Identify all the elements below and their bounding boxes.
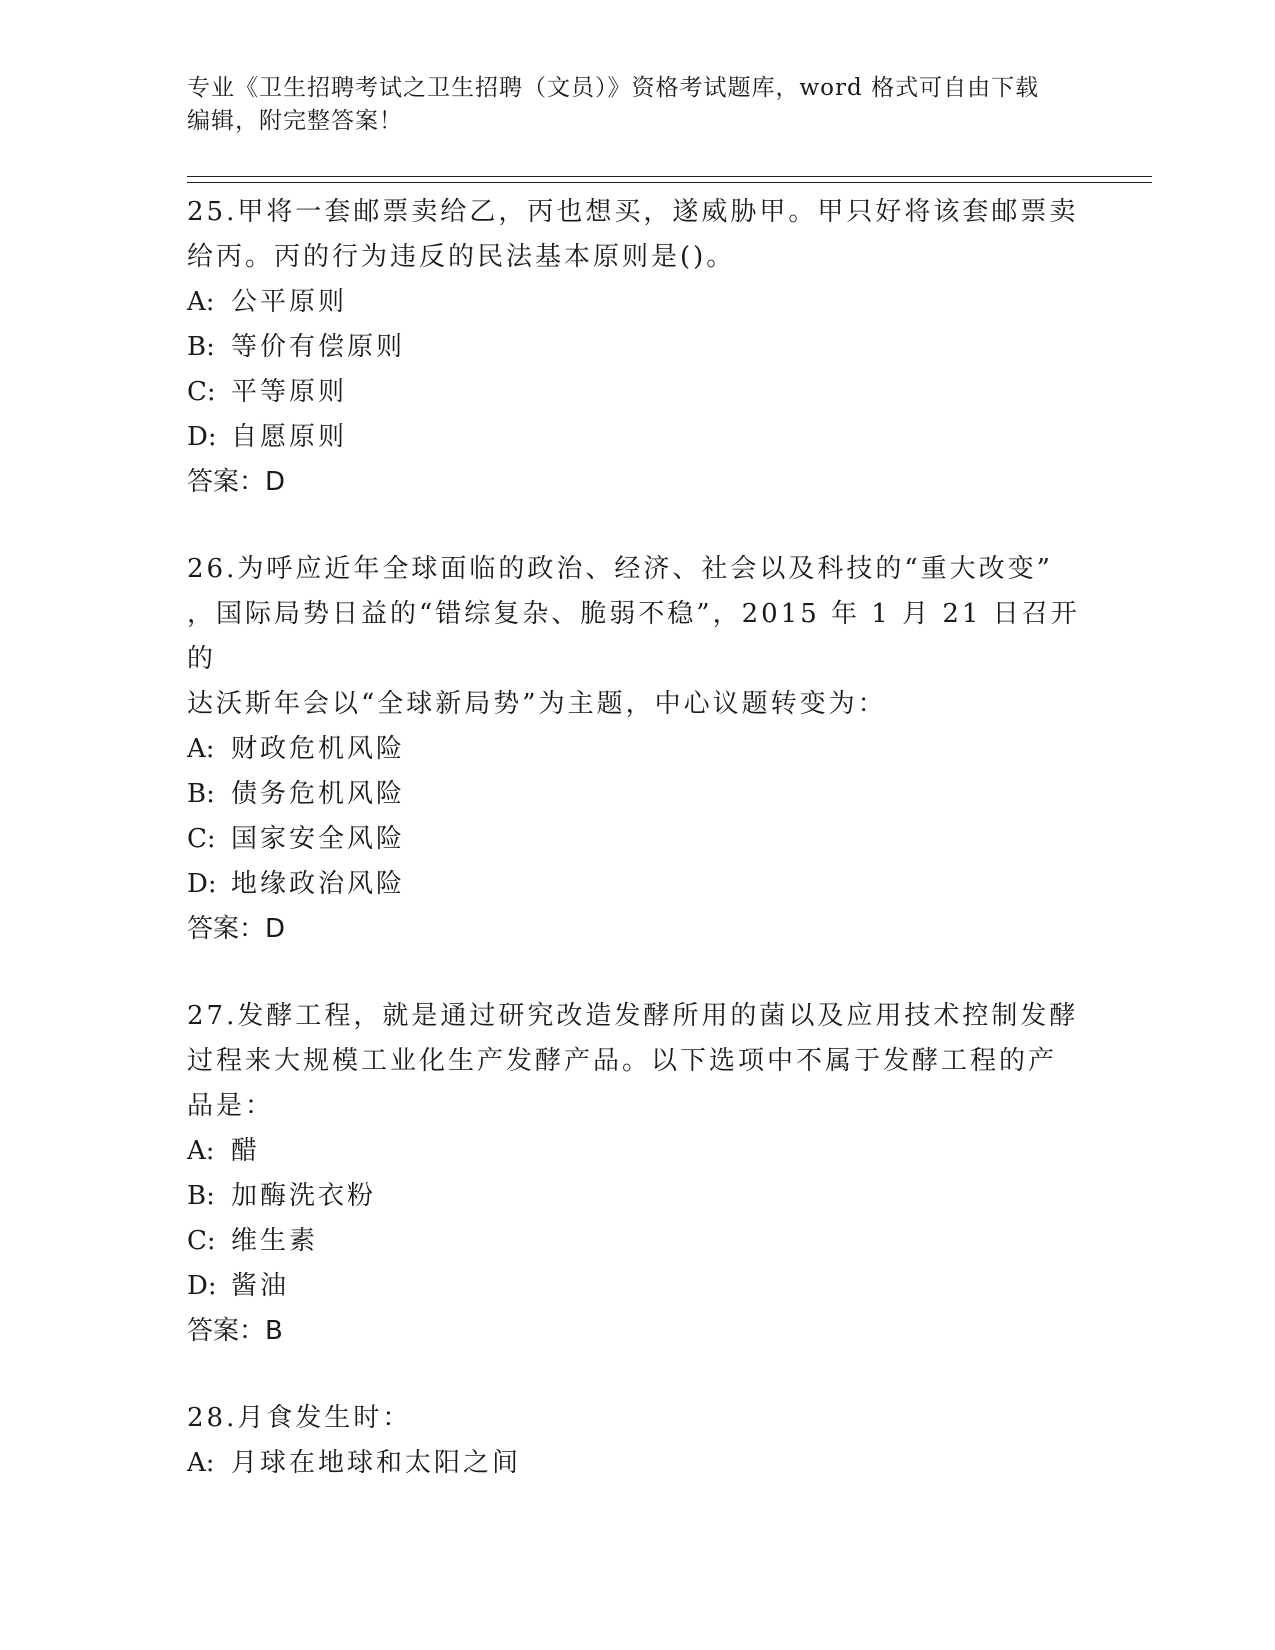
question-stem-line: 给丙。丙的行为违反的民法基本原则是()。: [187, 242, 736, 272]
option-b: [187, 1174, 1087, 1219]
question-27: [187, 994, 1087, 1354]
option-text: 自愿原则: [231, 422, 348, 452]
option-letter: A:: [187, 287, 215, 317]
header-divider-bottom: [187, 182, 1152, 183]
option-letter: C:: [187, 824, 216, 854]
option-letter: D:: [187, 869, 217, 899]
option-d: [187, 862, 1087, 907]
header-divider-top: [187, 176, 1152, 177]
question-stem-line: 27.发酵工程，就是通过研究改造发酵所用的菌以及应用技术控制发酵: [187, 1001, 1079, 1031]
option-letter: A:: [187, 1136, 215, 1166]
answer-line: 答案：D: [187, 914, 286, 944]
option-letter: B:: [187, 779, 215, 809]
option-letter: B:: [187, 332, 215, 362]
question-stem-line: ，国际局势日益的“错综复杂、脆弱不稳”，2015 年 1 月 21 日召开的: [187, 599, 1080, 674]
header-line: 编辑，附完整答案！: [187, 108, 403, 134]
option-c: [187, 370, 1087, 415]
option-a: [187, 1441, 1087, 1486]
option-text: 财政危机风险: [231, 734, 406, 764]
option-text: 维生素: [231, 1226, 319, 1256]
question-stem-line: 品是：: [187, 1091, 275, 1121]
option-a: [187, 280, 1087, 325]
option-letter: C:: [187, 377, 216, 407]
question-stem-line: 过程来大规模工业化生产发酵产品。以下选项中不属于发酵工程的产: [187, 1046, 1058, 1076]
option-a: [187, 727, 1087, 772]
option-text: 地缘政治风险: [231, 869, 406, 899]
question-stem-line: 28.月食发生时：: [187, 1403, 412, 1433]
option-letter: D:: [187, 422, 217, 452]
option-text: 等价有偿原则: [231, 332, 406, 362]
option-letter: C:: [187, 1226, 216, 1256]
option-text: 酱油: [231, 1271, 290, 1301]
option-text: 公平原则: [231, 287, 348, 317]
document-header: [187, 72, 1067, 138]
answer-line: 答案：D: [187, 467, 286, 497]
question-26: [187, 547, 1087, 952]
question-stem-line: 达沃斯年会以“全球新局势”为主题，中心议题转变为：: [187, 689, 887, 719]
header-line: 专业《卫生招聘考试之卫生招聘（文员）》资格考试题库，word 格式可自由下载: [187, 75, 1040, 101]
option-d: [187, 1264, 1087, 1309]
question-25: [187, 190, 1087, 505]
option-text: 债务危机风险: [231, 779, 406, 809]
option-b: [187, 325, 1087, 370]
answer-line: 答案：B: [187, 1316, 283, 1346]
question-stem-line: 26.为呼应近年全球面临的政治、经济、社会以及科技的“重大改变”: [187, 554, 1053, 584]
option-letter: B:: [187, 1181, 215, 1211]
option-b: [187, 772, 1087, 817]
option-letter: D:: [187, 1271, 217, 1301]
question-28: [187, 1396, 1087, 1486]
option-text: 月球在地球和太阳之间: [231, 1448, 522, 1478]
option-text: 国家安全风险: [231, 824, 406, 854]
option-a: [187, 1129, 1087, 1174]
question-list: [187, 190, 1087, 1528]
question-stem-line: 25.甲将一套邮票卖给乙，丙也想买，遂威胁甲。甲只好将该套邮票卖: [187, 197, 1079, 227]
option-text: 醋: [231, 1136, 261, 1166]
option-letter: A:: [187, 1448, 215, 1478]
option-d: [187, 415, 1087, 460]
option-c: [187, 1219, 1087, 1264]
option-text: 加酶洗衣粉: [231, 1181, 377, 1211]
option-letter: A:: [187, 734, 215, 764]
option-c: [187, 817, 1087, 862]
option-text: 平等原则: [231, 377, 348, 407]
